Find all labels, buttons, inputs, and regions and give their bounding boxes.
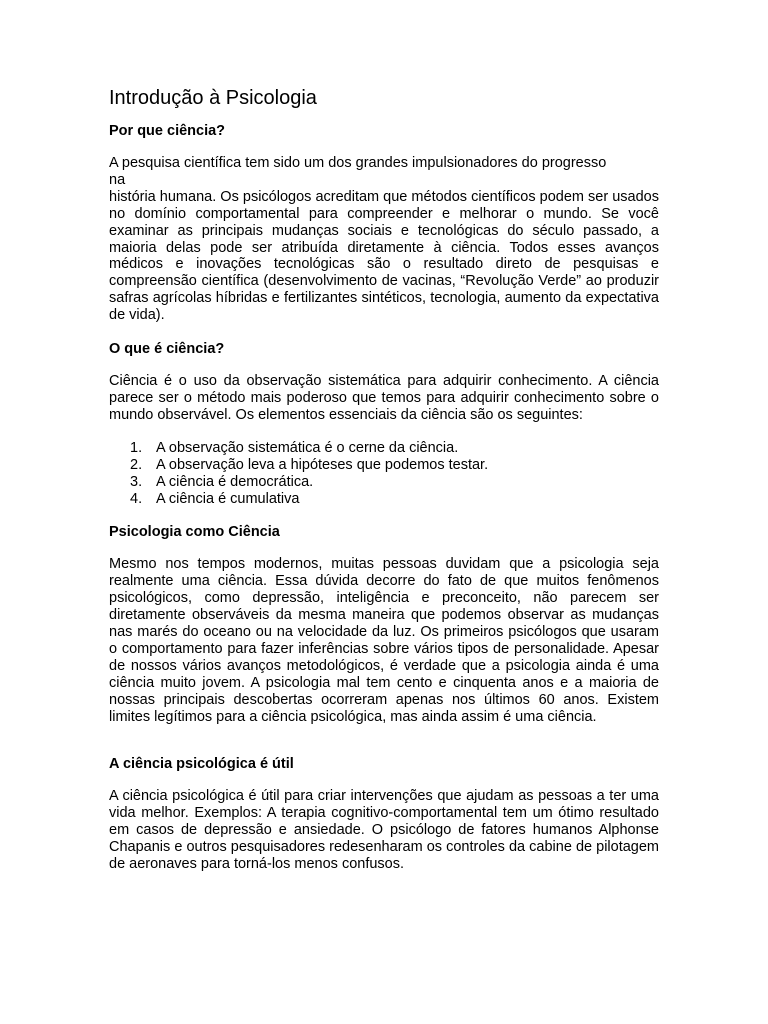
list-item-text: A ciência é cumulativa <box>156 490 300 507</box>
list-item-text: A ciência é democrática. <box>156 473 314 490</box>
paragraph-psychological-science-useful: A ciência psicológica é útil para criar intervenções que ajudam as pessoas a ter uma vida melhor. Exemplos: A terapia cognitivo-comportamental tem um ótimo resultado em casos de depressão e ansiedade. O psicólogo de fatores humanos Alphonse Chapanis e outros pesquisadores redesenharam os controles da cabine de pilotagem de aeronaves para torná-los menos confusos. <box>109 788 659 873</box>
list-item-number: 3. <box>130 473 143 490</box>
list-item-text: A observação sistemática é o cerne da ciência. <box>156 439 459 456</box>
section-heading-why-science: Por que ciência? <box>109 123 226 139</box>
list-item <box>130 440 659 457</box>
list-item <box>130 474 659 491</box>
document-title: Introdução à Psicologia <box>109 87 317 109</box>
list-item-number: 1. <box>130 439 143 456</box>
elements-of-science-list <box>109 440 659 508</box>
paragraph-why-science: história humana. Os psicólogos acreditam que métodos científicos podem ser usados no domínio comportamental para compreender e melhorar o mundo. Se você examinar as principais mudanças sociais e tecnológicas do século passado, a maioria delas pode ser atribuída diretamente à ciência. Todos esses avanços médicos e inovações tecnológicas são o resultado direto de pesquisas e compreensão científica (desenvolvimento de vacinas, “Revolução Verde” ao produzir safras agrícolas híbridas e fertilizantes sintéticos, tecnologia, aumento da expectativa de vida). <box>109 188 659 324</box>
list-item <box>130 491 659 508</box>
paragraph-psychology-as-science: Mesmo nos tempos modernos, muitas pessoas duvidam que a psicologia seja realmente uma ciência. Essa dúvida decorre do fato de que muitos fenômenos psicológicos, como depressão, inteligência e preconceito, não parecem ser diretamente observáveis da mesma maneira que podemos observar as mudanças nas marés do oceano ou na velocidade da luz. Os primeiros psicólogos que usaram o comportamento para fazer inferências sobre vários tipos de personalidade. Apesar de nossos vários avanços metodológicos, é verdade que a psicologia ainda é uma ciência muito jovem. A psicologia mal tem cento e cinquenta anos e a maioria de nossas principais descobertas ocorreram apenas nos últimos 60 anos. Existem limites legítimos para a ciência psicológica, mas ainda assim é uma ciência. <box>109 556 659 725</box>
paragraph-why-science-line-2: na <box>109 171 126 188</box>
paragraph-what-is-science: Ciência é o uso da observação sistemática para adquirir conhecimento. A ciência parece ser o método mais poderoso que temos para adquirir conhecimento sobre o mundo observável. Os elementos essenciais da ciência são os seguintes: <box>109 373 659 423</box>
section-heading-psychology-as-science: Psicologia como Ciência <box>109 524 280 541</box>
document-body <box>109 84 659 873</box>
list-item-number: 4. <box>130 490 143 507</box>
section-heading-psychological-science-useful: A ciência psicológica é útil <box>109 756 294 773</box>
section-heading-what-is-science: O que é ciência? <box>109 341 225 358</box>
list-item <box>130 457 659 474</box>
list-item-text: A observação leva a hipóteses que podemos testar. <box>156 456 489 473</box>
paragraph-why-science-line-1: A pesquisa científica tem sido um dos grandes impulsionadores do progresso <box>109 155 607 171</box>
list-item-number: 2. <box>130 456 143 473</box>
